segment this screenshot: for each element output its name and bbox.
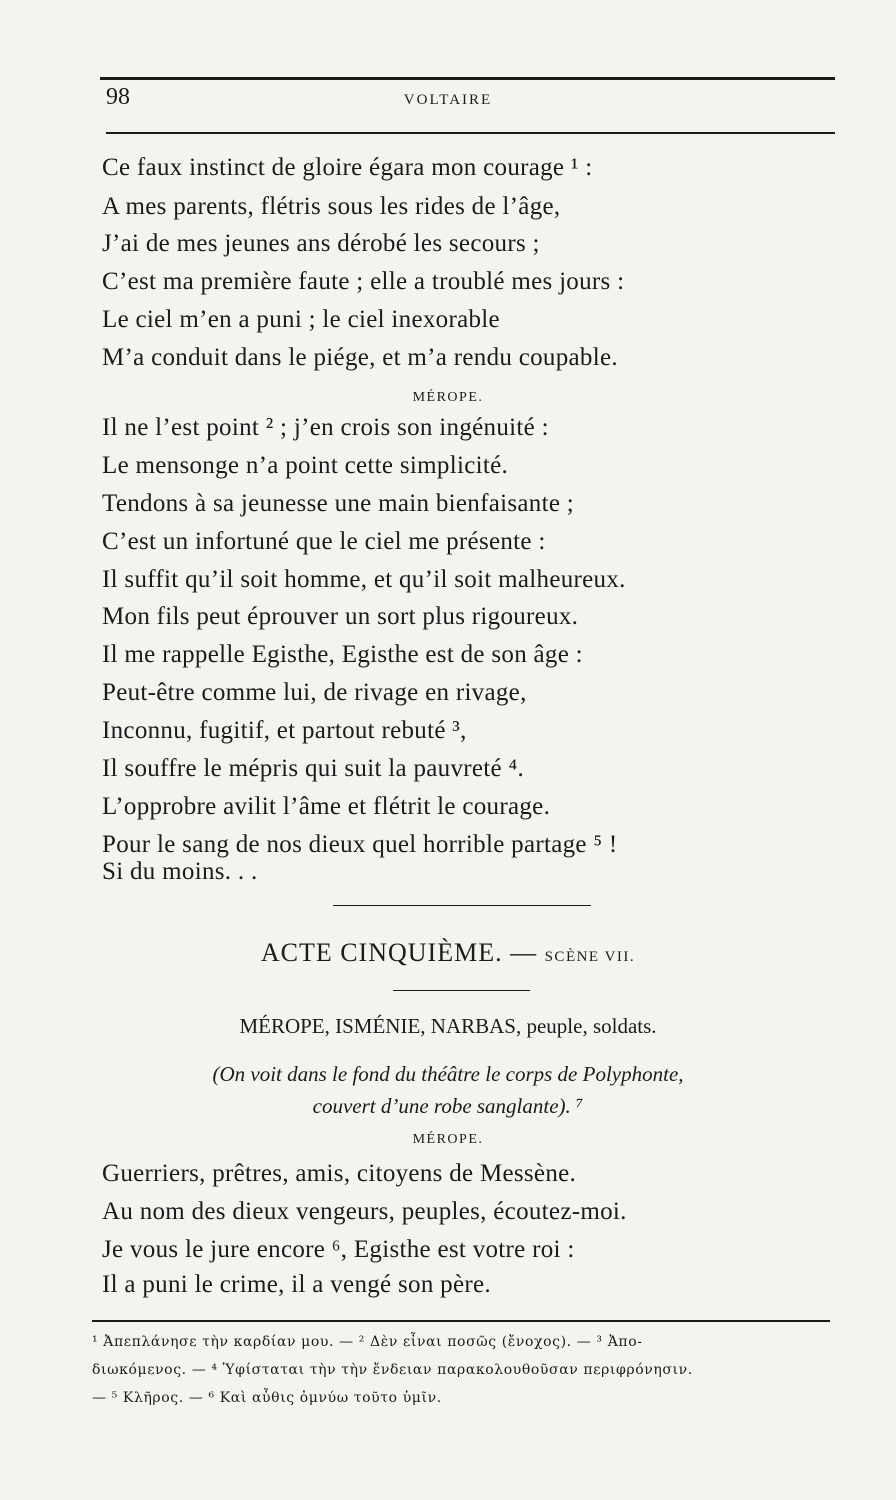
verse-line: C’est un infortuné que le ciel me présente : bbox=[102, 528, 546, 555]
verse-line: C’est ma première faute ; elle a troublé mes jours : bbox=[102, 268, 625, 295]
verse-line: Guerriers, prêtres, amis, citoyens de Messène. bbox=[102, 1160, 577, 1187]
verse-line: Inconnu, fugitif, et partout rebuté ³, bbox=[102, 717, 467, 744]
footnote-line: διωκόμενος. — ⁴ Ὑφίσταται τὴν τὴν ἔνδειαν παρακολουθοῦσαν περιφρόνησιν. bbox=[92, 1362, 693, 1378]
act-heading bbox=[0, 938, 896, 968]
verse-line: Il suffit qu’il soit homme, et qu’il soit malheureux. bbox=[102, 566, 626, 593]
footnote-rule bbox=[92, 1320, 830, 1322]
verse-line: M’a conduit dans le piége, et m’a rendu coupable. bbox=[102, 344, 618, 371]
verse-line: Si du moins. . . bbox=[102, 858, 258, 885]
scene-number: SCÈNE VII. bbox=[544, 949, 636, 965]
footnote-line: — ⁵ Κλῆρος. — ⁶ Καὶ αὖθις ὀμνύω τοῦτο ὑμῖν. bbox=[92, 1390, 442, 1406]
verse-line: Peut-être comme lui, de rivage en rivage, bbox=[102, 679, 527, 706]
verse-line: Au nom des dieux vengeurs, peuples, écoutez-moi. bbox=[102, 1198, 627, 1225]
page-number: 98 bbox=[106, 84, 130, 110]
header-bottom-rule bbox=[106, 132, 835, 134]
section-divider bbox=[333, 905, 591, 906]
verse-line: Tendons à sa jeunesse une main bienfaisante ; bbox=[102, 490, 575, 517]
verse-line: Ce faux instinct de gloire égara mon courage ¹ : bbox=[102, 154, 593, 181]
stage-direction-line: couvert d’une robe sanglante). ⁷ bbox=[312, 1094, 584, 1118]
act-title: ACTE CINQUIÈME. bbox=[260, 938, 503, 967]
header-top-rule bbox=[100, 77, 835, 80]
verse-line: Il a puni le crime, il a vengé son père. bbox=[102, 1271, 491, 1298]
cast-list: MÉROPE, ISMÉNIE, NARBAS, peuple, soldats. bbox=[239, 1014, 657, 1038]
verse-line: Mon fils peut éprouver un sort plus rigoureux. bbox=[102, 603, 579, 630]
verse-line: L’opprobre avilit l’âme et flétrit le courage. bbox=[102, 793, 551, 820]
speaker-name: MÉROPE. bbox=[412, 390, 484, 405]
verse-line: J’ai de mes jeunes ans dérobé les secours ; bbox=[102, 230, 540, 257]
speaker-name: MÉROPE. bbox=[412, 1132, 484, 1147]
verse-line: Il me rappelle Egisthe, Egisthe est de son âge : bbox=[102, 641, 583, 668]
stage-direction-line: (On voit dans le fond du théâtre le corps de Polyphonte, bbox=[212, 1062, 684, 1086]
footnote-line: ¹ Ἀπεπλάνησε τὴν καρδίαν μου. — ² Δὲν εἶναι ποσῶς (ἔνοχος). — ³ Ἀπο- bbox=[92, 1334, 643, 1350]
verse-line: Le ciel m’en a puni ; le ciel inexorable bbox=[102, 306, 500, 333]
verse-line: Pour le sang de nos dieux quel horrible partage ⁵ ! bbox=[102, 831, 618, 858]
verse-line: A mes parents, flétris sous les rides de l’âge, bbox=[102, 193, 561, 220]
running-title: VOLTAIRE bbox=[403, 92, 493, 108]
verse-line: Le mensonge n’a point cette simplicité. bbox=[102, 452, 509, 479]
verse-line: Il souffre le mépris qui suit la pauvreté ⁴. bbox=[102, 755, 525, 782]
scene-divider bbox=[393, 990, 530, 991]
act-dash: — bbox=[510, 938, 538, 967]
verse-line: Il ne l’est point ² ; j’en crois son ingénuité : bbox=[102, 414, 549, 441]
verse-line: Je vous le jure encore ⁶, Egisthe est votre roi : bbox=[102, 1236, 575, 1263]
